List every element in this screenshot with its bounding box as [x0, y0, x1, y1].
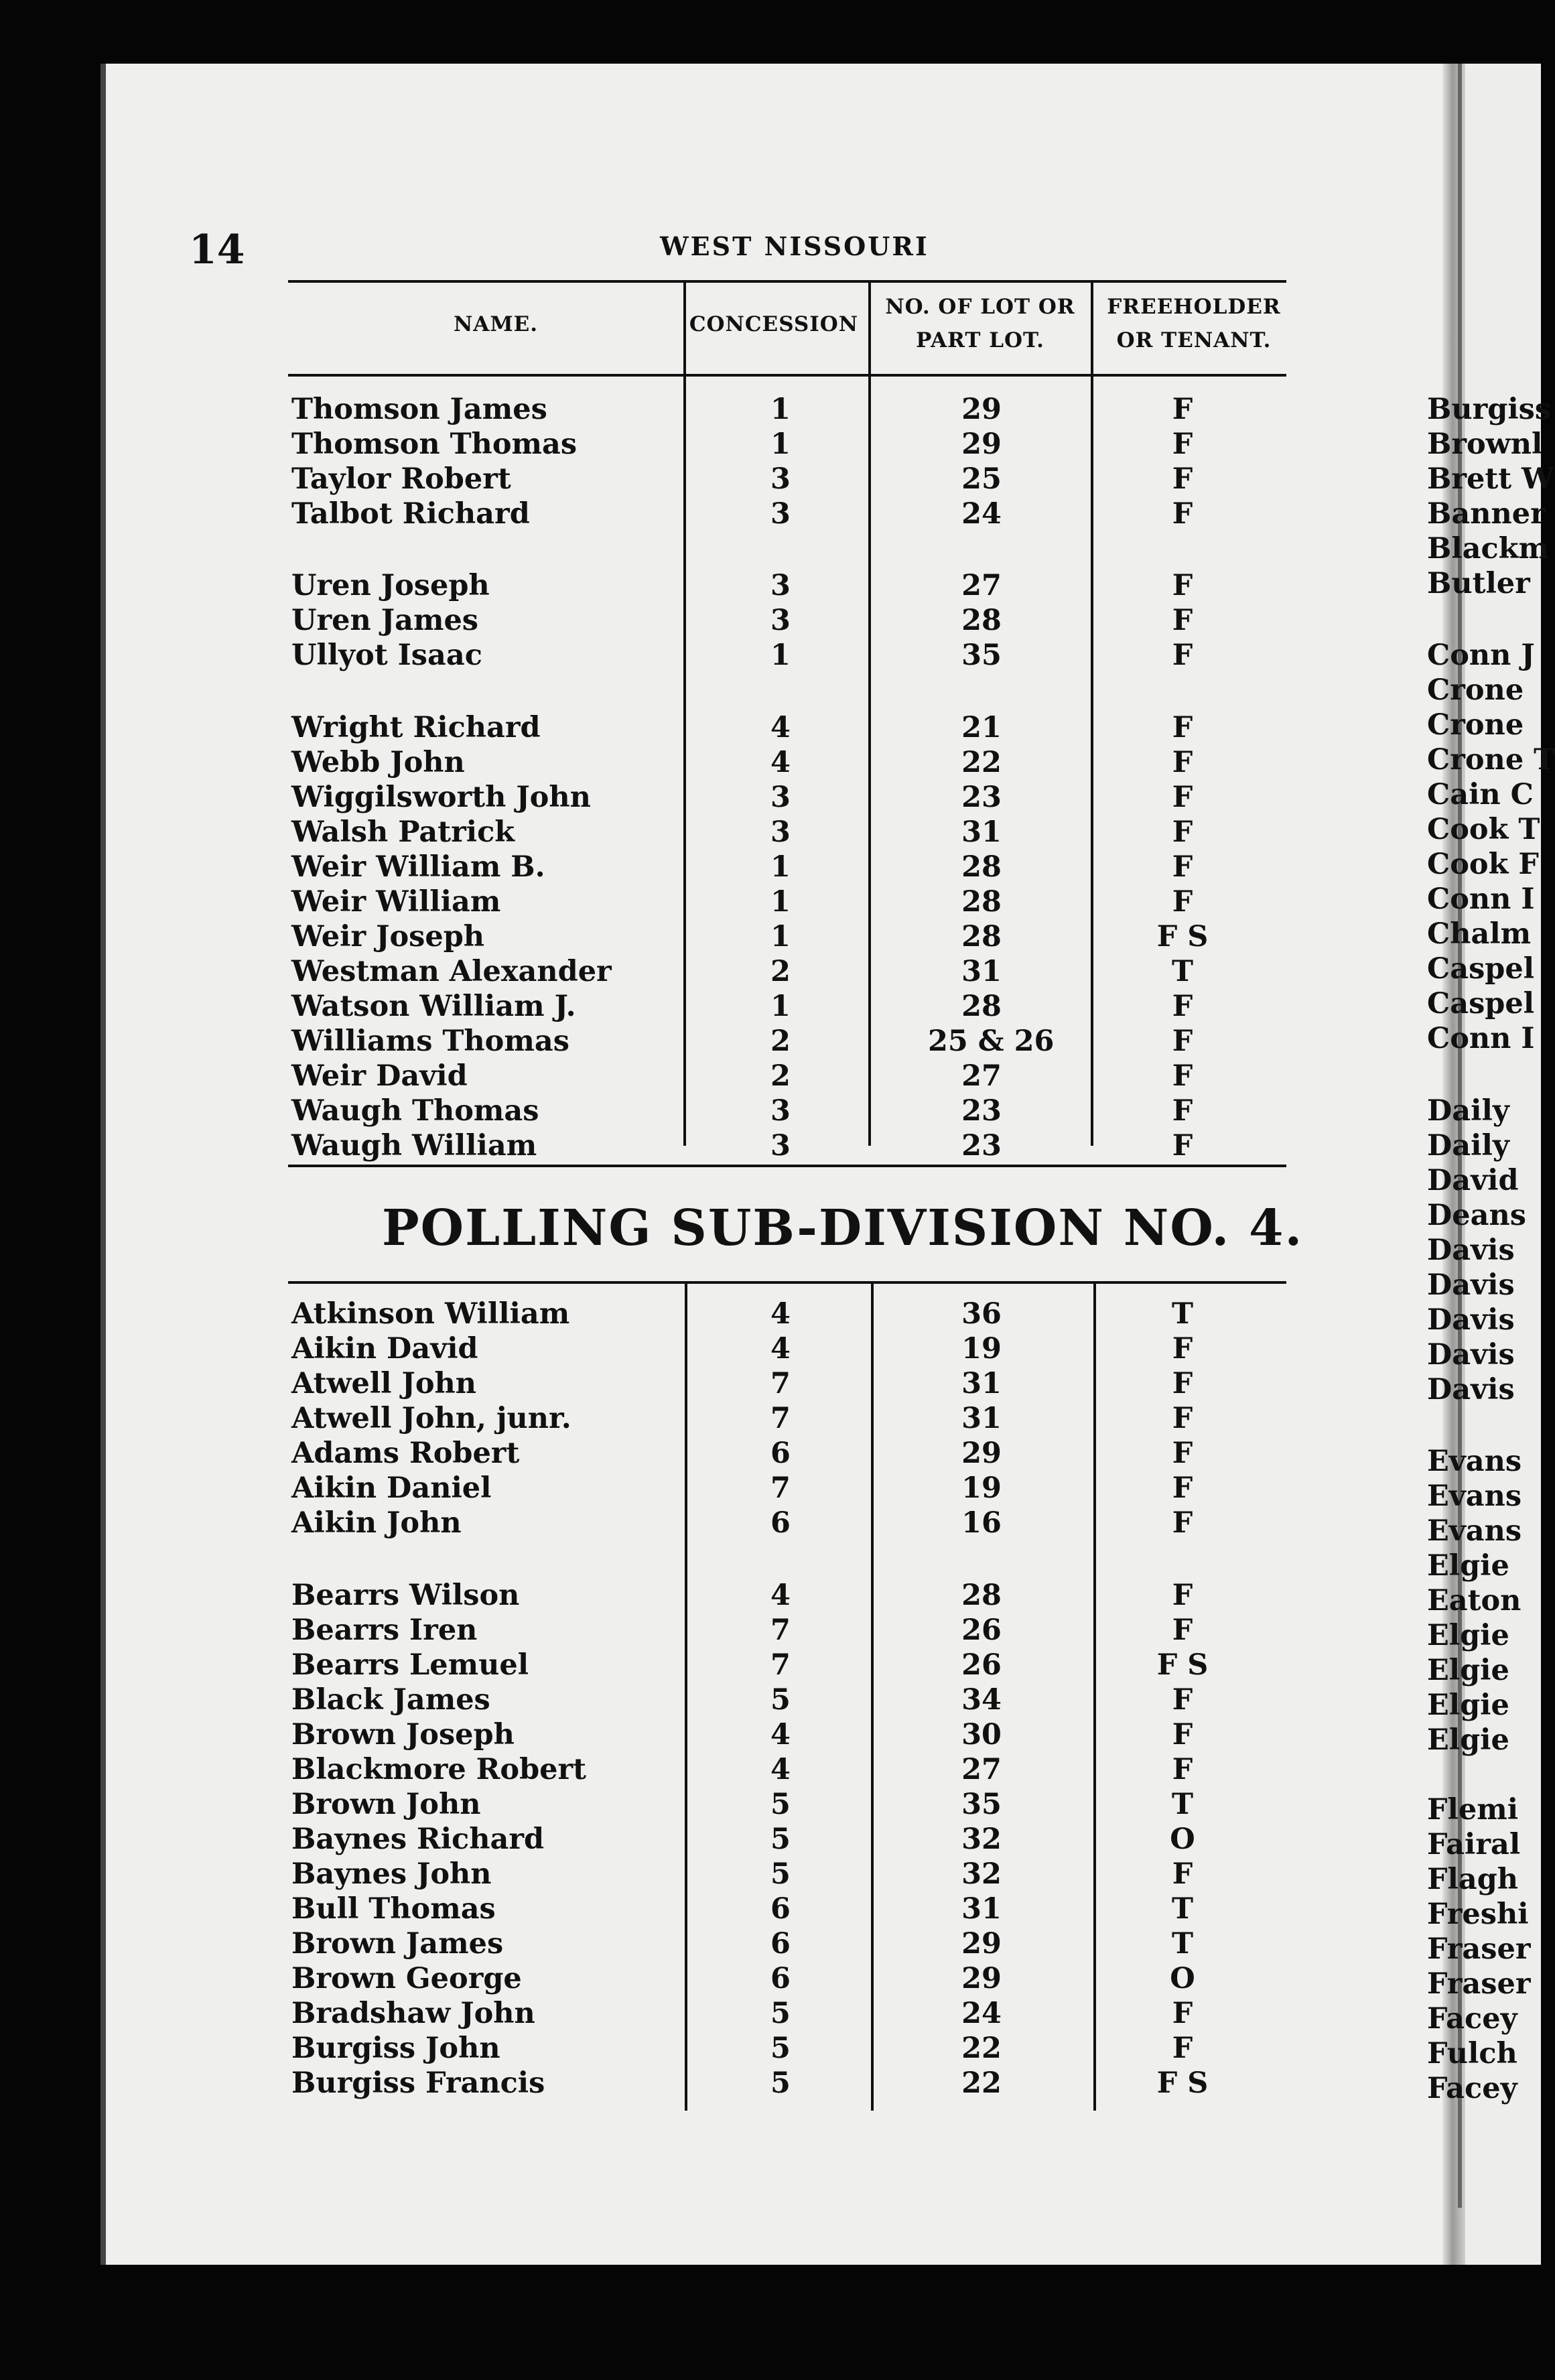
row-freeholder-cell: F — [1172, 1857, 1193, 1891]
row-concession-cell: 5 — [770, 1857, 791, 1891]
row-freeholder-cell: F — [1172, 1579, 1193, 1612]
row-lot-cell: 22 — [961, 2066, 1002, 2100]
row-concession-cell: 1 — [770, 920, 791, 953]
row-concession-cell: 6 — [770, 1927, 791, 1961]
divider-name-concession-2 — [685, 1283, 687, 2111]
row-lot-cell: 29 — [961, 1927, 1002, 1961]
divider-name-concession — [683, 281, 686, 1146]
row-lot-cell: 28 — [961, 990, 1002, 1023]
running-head: WEST NISSOURI — [660, 231, 929, 261]
row-name-cell: Aikin David — [291, 1332, 478, 1366]
row-concession-cell: 4 — [770, 711, 791, 744]
row-concession-cell: 6 — [770, 1506, 791, 1540]
row-concession-cell: 1 — [770, 393, 791, 426]
row-freeholder-cell: F — [1172, 885, 1193, 919]
facing-page-name: Banner — [1427, 497, 1546, 531]
row-name-cell: Aikin Daniel — [291, 1471, 492, 1505]
row-freeholder-cell: T — [1172, 1788, 1193, 1821]
header-bottom-rule — [288, 374, 1286, 377]
facing-page-name: Butler — [1427, 567, 1530, 600]
row-name-cell: Ullyot Isaac — [291, 639, 482, 672]
row-lot-cell: 21 — [961, 711, 1002, 744]
facing-page-name: Conn I — [1427, 882, 1535, 916]
row-freeholder-cell: F — [1172, 1683, 1193, 1717]
row-lot-cell: 19 — [961, 1471, 1002, 1505]
row-concession-cell: 3 — [770, 462, 791, 496]
row-freeholder-cell: F — [1172, 1613, 1193, 1647]
row-name-cell: Thomson James — [291, 393, 547, 426]
section-title: POLLING SUB-DIVISION NO. 4. — [382, 1199, 1304, 1257]
row-name-cell: Atkinson William — [291, 1297, 570, 1331]
row-concession-cell: 1 — [770, 850, 791, 884]
row-freeholder-cell: F — [1172, 1024, 1193, 1058]
row-lot-cell: 25 & 26 — [928, 1024, 1055, 1058]
row-name-cell: Wiggilsworth John — [291, 781, 591, 814]
row-freeholder-cell: F — [1172, 1753, 1193, 1786]
row-name-cell: Brown James — [291, 1927, 504, 1961]
row-name-cell: Baynes Richard — [291, 1823, 545, 1856]
facing-page-name: Elgie — [1427, 1549, 1509, 1583]
row-freeholder-cell: F — [1172, 711, 1193, 744]
row-concession-cell: 3 — [770, 781, 791, 814]
row-name-cell: Walsh Patrick — [291, 815, 515, 849]
row-concession-cell: 1 — [770, 990, 791, 1023]
row-concession-cell: 3 — [770, 604, 791, 637]
row-concession-cell: 5 — [770, 1788, 791, 1821]
row-concession-cell: 5 — [770, 1823, 791, 1856]
row-freeholder-cell: F — [1172, 393, 1193, 426]
facing-page-name: Davis — [1427, 1234, 1515, 1267]
row-freeholder-cell: F — [1172, 1332, 1193, 1366]
facing-page-name: Fulch — [1427, 2037, 1517, 2070]
row-name-cell: Brown Joseph — [291, 1718, 515, 1751]
facing-page-name: Elgie — [1427, 1619, 1509, 1652]
row-concession-cell: 3 — [770, 815, 791, 849]
row-lot-cell: 25 — [961, 462, 1002, 496]
row-concession-cell: 6 — [770, 1962, 791, 1995]
row-lot-cell: 24 — [961, 1997, 1002, 2030]
facing-page-name: Conn I — [1427, 1022, 1535, 1055]
facing-page-name: Brett W — [1427, 462, 1554, 496]
row-lot-cell: 27 — [961, 1753, 1002, 1786]
row-name-cell: Wright Richard — [291, 711, 541, 744]
facing-page-name: Brownl — [1427, 427, 1543, 461]
row-name-cell: Aikin John — [291, 1506, 462, 1540]
row-name-cell: Weir William B. — [291, 850, 545, 884]
row-concession-cell: 4 — [770, 1753, 791, 1786]
row-freeholder-cell: F — [1172, 1059, 1193, 1093]
row-freeholder-cell: O — [1170, 1962, 1195, 1995]
row-name-cell: Talbot Richard — [291, 497, 530, 531]
row-lot-cell: 32 — [961, 1823, 1002, 1856]
row-lot-cell: 27 — [961, 569, 1002, 602]
row-freeholder-cell: F — [1172, 2032, 1193, 2065]
row-lot-cell: 31 — [961, 815, 1002, 849]
row-concession-cell: 1 — [770, 885, 791, 919]
row-freeholder-cell: F — [1172, 639, 1193, 672]
row-concession-cell: 2 — [770, 1059, 791, 1093]
row-concession-cell: 3 — [770, 497, 791, 531]
facing-page-name: Cain C — [1427, 778, 1534, 811]
row-lot-cell: 28 — [961, 1579, 1002, 1612]
row-name-cell: Black James — [291, 1683, 490, 1717]
row-freeholder-cell: F — [1172, 746, 1193, 779]
row-lot-cell: 16 — [961, 1506, 1002, 1540]
row-name-cell: Weir Joseph — [291, 920, 485, 953]
row-freeholder-cell: T — [1172, 1297, 1193, 1331]
row-freeholder-cell: F — [1172, 1997, 1193, 2030]
row-name-cell: Adams Robert — [291, 1437, 520, 1470]
col-header-freeholder-line1: FREEHOLDER — [1107, 295, 1281, 319]
row-name-cell: Westman Alexander — [291, 955, 612, 988]
row-name-cell: Bull Thomas — [291, 1892, 496, 1926]
row-name-cell: Bearrs Wilson — [291, 1579, 520, 1612]
row-name-cell: Bearrs Lemuel — [291, 1648, 529, 1682]
row-name-cell: Watson William J. — [291, 990, 576, 1023]
facing-page-name: Facey — [1427, 2002, 1517, 2036]
facing-page-name: Davis — [1427, 1268, 1515, 1302]
row-name-cell: Webb John — [291, 746, 465, 779]
row-lot-cell: 36 — [961, 1297, 1002, 1331]
row-lot-cell: 35 — [961, 1788, 1002, 1821]
row-freeholder-cell: F — [1172, 1094, 1193, 1128]
col-header-lot-line2: PART LOT. — [916, 328, 1044, 352]
row-lot-cell: 23 — [961, 1094, 1002, 1128]
facing-page-name: Elgie — [1427, 1654, 1509, 1687]
row-concession-cell: 7 — [770, 1367, 791, 1400]
facing-page-name: Crone — [1427, 673, 1524, 707]
row-concession-cell: 3 — [770, 1094, 791, 1128]
facing-page-name: Caspel — [1427, 952, 1535, 986]
row-name-cell: Brown George — [291, 1962, 522, 1995]
row-freeholder-cell: F — [1172, 604, 1193, 637]
row-lot-cell: 23 — [961, 1129, 1002, 1163]
facing-page-name: Daily — [1427, 1094, 1509, 1128]
row-freeholder-cell: T — [1172, 1892, 1193, 1926]
row-freeholder-cell: T — [1172, 955, 1193, 988]
facing-page-name: Davis — [1427, 1338, 1515, 1372]
row-concession-cell: 1 — [770, 427, 791, 461]
facing-page-name: Cook F — [1427, 848, 1539, 881]
row-concession-cell: 7 — [770, 1648, 791, 1682]
section-2-top-rule — [288, 1281, 1286, 1284]
row-freeholder-cell: F — [1172, 1402, 1193, 1435]
row-concession-cell: 7 — [770, 1613, 791, 1647]
facing-page-name: Evans — [1427, 1514, 1522, 1548]
divider-lot-freeholder — [1091, 281, 1093, 1146]
row-concession-cell: 4 — [770, 1718, 791, 1751]
row-name-cell: Atwell John — [291, 1367, 477, 1400]
facing-page-name: Evans — [1427, 1479, 1522, 1513]
facing-page-name: Davis — [1427, 1373, 1515, 1406]
col-header-lot-line1: NO. OF LOT OR — [885, 295, 1075, 319]
facing-page-name: Crone T — [1427, 743, 1555, 777]
row-concession-cell: 2 — [770, 955, 791, 988]
row-name-cell: Brown John — [291, 1788, 481, 1821]
facing-page-name: Elgie — [1427, 1689, 1509, 1722]
divider-concession-lot-2 — [871, 1283, 874, 2111]
row-lot-cell: 28 — [961, 850, 1002, 884]
row-name-cell: Waugh Thomas — [291, 1094, 539, 1128]
row-concession-cell: 1 — [770, 639, 791, 672]
row-freeholder-cell: F — [1172, 1367, 1193, 1400]
row-concession-cell: 6 — [770, 1437, 791, 1470]
row-lot-cell: 29 — [961, 1962, 1002, 1995]
row-freeholder-cell: F — [1172, 1506, 1193, 1540]
row-freeholder-cell: F — [1172, 1471, 1193, 1505]
row-name-cell: Blackmore Robert — [291, 1753, 587, 1786]
row-freeholder-cell: F — [1172, 497, 1193, 531]
row-concession-cell: 6 — [770, 1892, 791, 1926]
facing-page-name: Deans — [1427, 1199, 1526, 1232]
col-header-name: NAME. — [453, 312, 539, 336]
row-lot-cell: 28 — [961, 604, 1002, 637]
row-lot-cell: 28 — [961, 920, 1002, 953]
row-concession-cell: 3 — [770, 569, 791, 602]
row-lot-cell: 31 — [961, 1892, 1002, 1926]
row-freeholder-cell: O — [1170, 1823, 1195, 1856]
row-freeholder-cell: F — [1172, 850, 1193, 884]
row-freeholder-cell: F — [1172, 1437, 1193, 1470]
facing-page-name: Fraser — [1427, 1932, 1531, 1966]
row-lot-cell: 26 — [961, 1648, 1002, 1682]
row-name-cell: Bearrs Iren — [291, 1613, 478, 1647]
row-lot-cell: 31 — [961, 1402, 1002, 1435]
facing-page-name: Elgie — [1427, 1723, 1509, 1757]
facing-page-name: Flagh — [1427, 1863, 1519, 1896]
row-lot-cell: 29 — [961, 393, 1002, 426]
facing-page-name: Fraser — [1427, 1967, 1531, 2001]
divider-lot-freeholder-2 — [1093, 1283, 1096, 2111]
row-lot-cell: 29 — [961, 427, 1002, 461]
row-concession-cell: 4 — [770, 1332, 791, 1366]
facing-page-name: Caspel — [1427, 987, 1535, 1020]
facing-page-name: David — [1427, 1164, 1519, 1197]
row-lot-cell: 28 — [961, 885, 1002, 919]
facing-page-name: Cook T — [1427, 813, 1540, 846]
row-lot-cell: 22 — [961, 2032, 1002, 2065]
row-freeholder-cell: F — [1172, 462, 1193, 496]
row-lot-cell: 26 — [961, 1613, 1002, 1647]
row-lot-cell: 29 — [961, 1437, 1002, 1470]
facing-page-name: Fairal — [1427, 1828, 1521, 1861]
row-concession-cell: 3 — [770, 1129, 791, 1163]
row-freeholder-cell: F — [1172, 427, 1193, 461]
row-name-cell: Bradshaw John — [291, 1997, 535, 2030]
row-concession-cell: 7 — [770, 1471, 791, 1505]
row-freeholder-cell: F — [1172, 990, 1193, 1023]
facing-page-name: Daily — [1427, 1129, 1509, 1163]
facing-page-name: Davis — [1427, 1303, 1515, 1337]
row-name-cell: Weir William — [291, 885, 501, 919]
row-concession-cell: 4 — [770, 1579, 791, 1612]
row-concession-cell: 2 — [770, 1024, 791, 1058]
row-concession-cell: 5 — [770, 2066, 791, 2100]
facing-page-name: Chalm — [1427, 917, 1532, 951]
row-name-cell: Uren James — [291, 604, 479, 637]
divider-concession-lot — [868, 281, 871, 1146]
row-freeholder-cell: F — [1172, 1129, 1193, 1163]
row-name-cell: Waugh William — [291, 1129, 537, 1163]
col-header-freeholder-line2: OR TENANT. — [1116, 328, 1272, 352]
row-lot-cell: 30 — [961, 1718, 1002, 1751]
section-1-end-rule — [288, 1165, 1286, 1167]
row-name-cell: Weir David — [291, 1059, 468, 1093]
row-lot-cell: 19 — [961, 1332, 1002, 1366]
col-header-concession: CONCESSION — [689, 312, 859, 336]
row-name-cell: Thomson Thomas — [291, 427, 578, 461]
facing-page-name: Burgiss — [1427, 393, 1552, 426]
row-lot-cell: 31 — [961, 955, 1002, 988]
row-name-cell: Uren Joseph — [291, 569, 490, 602]
facing-page-name: Facey — [1427, 2072, 1517, 2105]
row-name-cell: Atwell John, junr. — [291, 1402, 571, 1435]
row-concession-cell: 7 — [770, 1402, 791, 1435]
row-lot-cell: 34 — [961, 1683, 1002, 1717]
row-lot-cell: 23 — [961, 781, 1002, 814]
facing-page-name: Flemi — [1427, 1793, 1519, 1827]
row-concession-cell: 4 — [770, 746, 791, 779]
row-freeholder-cell: F — [1172, 781, 1193, 814]
row-concession-cell: 5 — [770, 1683, 791, 1717]
row-lot-cell: 35 — [961, 639, 1002, 672]
row-name-cell: Burgiss John — [291, 2032, 500, 2065]
row-concession-cell: 5 — [770, 1997, 791, 2030]
facing-page-name: Eaton — [1427, 1584, 1522, 1617]
facing-page-name: Conn J — [1427, 639, 1535, 672]
row-lot-cell: 31 — [961, 1367, 1002, 1400]
row-freeholder-cell: F S — [1156, 1648, 1209, 1682]
facing-page-name: Freshi — [1427, 1898, 1529, 1931]
row-lot-cell: 24 — [961, 497, 1002, 531]
row-freeholder-cell: F — [1172, 569, 1193, 602]
row-lot-cell: 32 — [961, 1857, 1002, 1891]
row-lot-cell: 27 — [961, 1059, 1002, 1093]
row-freeholder-cell: F — [1172, 815, 1193, 849]
row-name-cell: Baynes John — [291, 1857, 492, 1891]
row-lot-cell: 22 — [961, 746, 1002, 779]
row-name-cell: Taylor Robert — [291, 462, 511, 496]
facing-page-name: Evans — [1427, 1445, 1522, 1478]
row-concession-cell: 4 — [770, 1297, 791, 1331]
row-freeholder-cell: T — [1172, 1927, 1193, 1961]
page-number: 14 — [189, 226, 245, 273]
row-concession-cell: 5 — [770, 2032, 791, 2065]
row-freeholder-cell: F S — [1156, 2066, 1209, 2100]
header-top-rule — [288, 280, 1286, 283]
row-name-cell: Burgiss Francis — [291, 2066, 545, 2100]
facing-page-name: Crone — [1427, 708, 1524, 742]
row-name-cell: Williams Thomas — [291, 1024, 569, 1058]
row-freeholder-cell: F — [1172, 1718, 1193, 1751]
facing-page-name: Blackm — [1427, 532, 1550, 566]
row-freeholder-cell: F S — [1156, 920, 1209, 953]
